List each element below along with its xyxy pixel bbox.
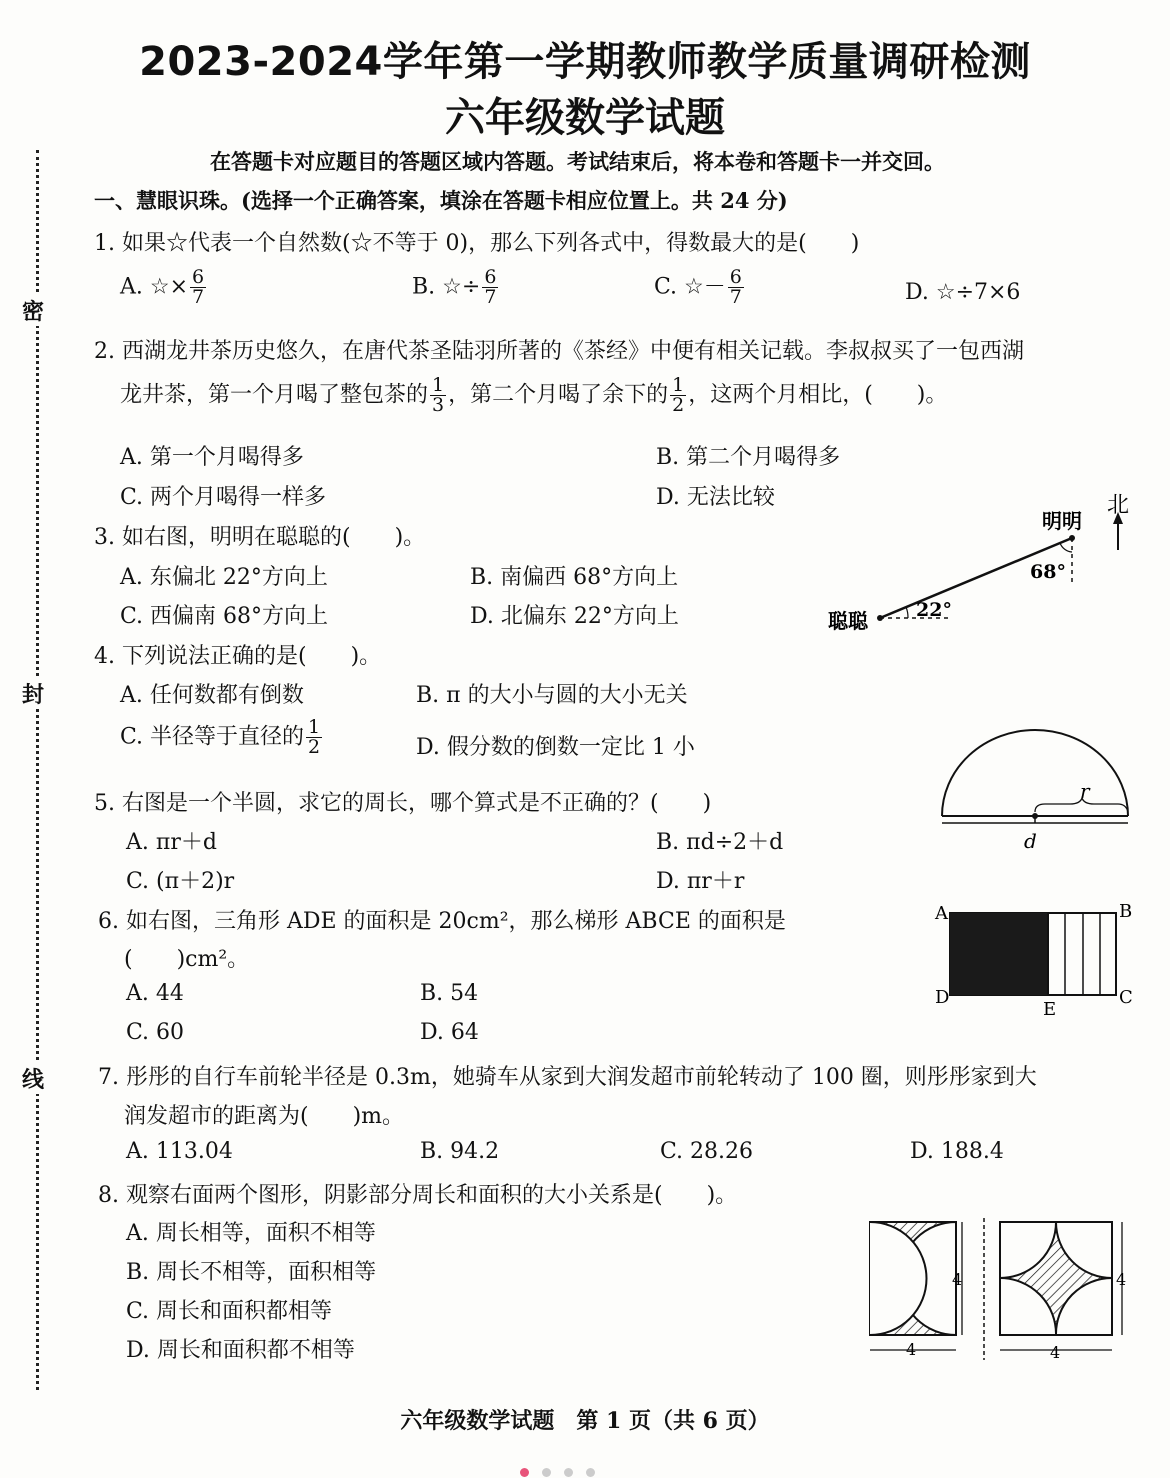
- angle-68-label: 68°: [1030, 561, 1066, 583]
- dim-left-height: 4: [952, 1270, 963, 1289]
- q3-direction-figure: [820, 490, 1140, 640]
- vertex-e: E: [1043, 999, 1057, 1020]
- q1-option-b: B. ☆÷ $\frac{6}{7}$: [412, 266, 497, 308]
- binding-mark-mi: 密: [22, 295, 44, 326]
- q8-shapes-figure: [860, 1210, 1150, 1370]
- q1-option-c: C. ☆－ $\frac{6}{7}$: [654, 266, 742, 308]
- q7-line2: 润发超市的距离为( )m。: [124, 1104, 405, 1129]
- q2-line1: 2. 西湖龙井茶历史悠久，在唐代茶圣陆羽所著的《茶经》中便有相关记载。李叔叔买了一包西湖: [94, 339, 1024, 364]
- q8-option-d: D. 周长和面积都不相等: [126, 1338, 355, 1363]
- q7-option-d: D. 188.4: [910, 1139, 1004, 1164]
- q7-option-a: A. 113.04: [126, 1139, 233, 1164]
- dim-left-width: 4: [906, 1340, 917, 1359]
- radius-label: r: [1080, 779, 1090, 803]
- binding-line: [36, 150, 39, 1390]
- q6-stem: 6. 如右图，三角形 ADE 的面积是 20cm²，那么梯形 ABCE 的面积是: [98, 909, 786, 934]
- q4-stem: 4. 下列说法正确的是( )。: [94, 644, 382, 669]
- vertex-b: B: [1119, 901, 1133, 922]
- q4-option-c: C. 半径等于直径的 $\frac{1}{2}$: [120, 716, 321, 758]
- q2-option-d: D. 无法比较: [656, 485, 775, 510]
- q8-option-b: B. 周长不相等，面积相等: [126, 1260, 377, 1285]
- exam-subtitle: 六年级数学试题: [445, 95, 725, 141]
- q8-option-c: C. 周长和面积都相等: [126, 1299, 333, 1324]
- exam-title: 2023-2024学年第一学期教师教学质量调研检测: [139, 39, 1031, 85]
- q7-line1: 7. 彤彤的自行车前轮半径是 0.3m，她骑车从家到大润发超市前轮转动了 100 圈，则彤彤家到大: [98, 1065, 1037, 1090]
- q5-stem: 5. 右图是一个半圆，求它的周长，哪个算式是不正确的？( ): [94, 791, 712, 816]
- section-heading: 一、慧眼识珠。(选择一个正确答案，填涂在答题卡相应位置上。共 24 分): [94, 188, 788, 213]
- instruction-text: 在答题卡对应题目的答题区域内答题。考试结束后，将本卷和答题卡一并交回。: [210, 149, 945, 174]
- q1-option-a: A. ☆× $\frac{6}{7}$: [120, 266, 205, 308]
- mingming-label: 明明: [1042, 509, 1082, 533]
- congcong-label: 聪聪: [828, 609, 868, 633]
- q6-stem2: ( )cm²。: [124, 947, 250, 972]
- q4-option-d: D. 假分数的倒数一定比 1 小: [416, 735, 695, 760]
- vertex-c: C: [1119, 987, 1133, 1008]
- q3-option-b: B. 南偏西 68°方向上: [470, 565, 679, 590]
- q5-semicircle-figure: [930, 720, 1150, 860]
- q5-option-b: B. πd÷2＋d: [656, 830, 784, 855]
- angle-22-label: 22°: [916, 599, 952, 621]
- q6-option-d: D. 64: [420, 1020, 479, 1045]
- q5-option-d: D. πr＋r: [656, 869, 745, 894]
- dim-right-width: 4: [1050, 1343, 1061, 1362]
- q3-option-a: A. 东偏北 22°方向上: [120, 565, 328, 590]
- q6-option-a: A. 44: [126, 981, 184, 1006]
- binding-mark-xian: 线: [22, 1063, 44, 1094]
- q5-option-a: A. πr＋d: [126, 830, 217, 855]
- q8-option-a: A. 周长相等，面积不相等: [126, 1221, 376, 1246]
- vertex-a: A: [935, 903, 948, 924]
- q6-option-c: C. 60: [126, 1020, 185, 1045]
- q6-option-b: B. 54: [420, 981, 479, 1006]
- page-footer: 六年级数学试题 第 1 页（共 6 页）: [400, 1408, 770, 1434]
- q3-option-d: D. 北偏东 22°方向上: [470, 604, 679, 629]
- vertex-d: D: [935, 987, 950, 1008]
- q3-option-c: C. 西偏南 68°方向上: [120, 604, 329, 629]
- dim-right-height: 4: [1116, 1270, 1127, 1289]
- q7-option-c: C. 28.26: [660, 1139, 754, 1164]
- q5-option-c: C. (π＋2)r: [126, 869, 235, 894]
- q4-option-b: B. π 的大小与圆的大小无关: [416, 683, 688, 708]
- q2-line2: 龙井茶，第一个月喝了整包茶的 $\frac{1}{3}$ ，第二个月喝了余下的 $\frac{1}{2}$ ，这两个月相比，( )。: [120, 374, 948, 416]
- pager-dot-active[interactable]: [520, 1468, 529, 1477]
- q7-option-b: B. 94.2: [420, 1139, 500, 1164]
- pager-dot[interactable]: [542, 1468, 551, 1477]
- pager-dot[interactable]: [586, 1468, 595, 1477]
- pager-dot[interactable]: [564, 1468, 573, 1477]
- binding-mark-feng: 封: [22, 678, 44, 709]
- q1-stem: 1. 如果☆代表一个自然数(☆不等于 0)，那么下列各式中，得数最大的是( ): [94, 231, 860, 256]
- q1-option-d: D. ☆÷7×6: [905, 280, 1021, 305]
- q2-option-a: A. 第一个月喝得多: [120, 445, 304, 470]
- q3-stem: 3. 如右图，明明在聪聪的( )。: [94, 525, 426, 550]
- diameter-label: d: [1024, 829, 1037, 853]
- q2-option-b: B. 第二个月喝得多: [656, 445, 841, 470]
- q6-trapezoid-figure: [925, 895, 1140, 1020]
- q2-option-c: C. 两个月喝得一样多: [120, 485, 327, 510]
- north-label: 北: [1107, 493, 1130, 518]
- q4-option-a: A. 任何数都有倒数: [120, 683, 304, 708]
- q8-stem: 8. 观察右面两个图形，阴影部分周长和面积的大小关系是( )。: [98, 1183, 738, 1208]
